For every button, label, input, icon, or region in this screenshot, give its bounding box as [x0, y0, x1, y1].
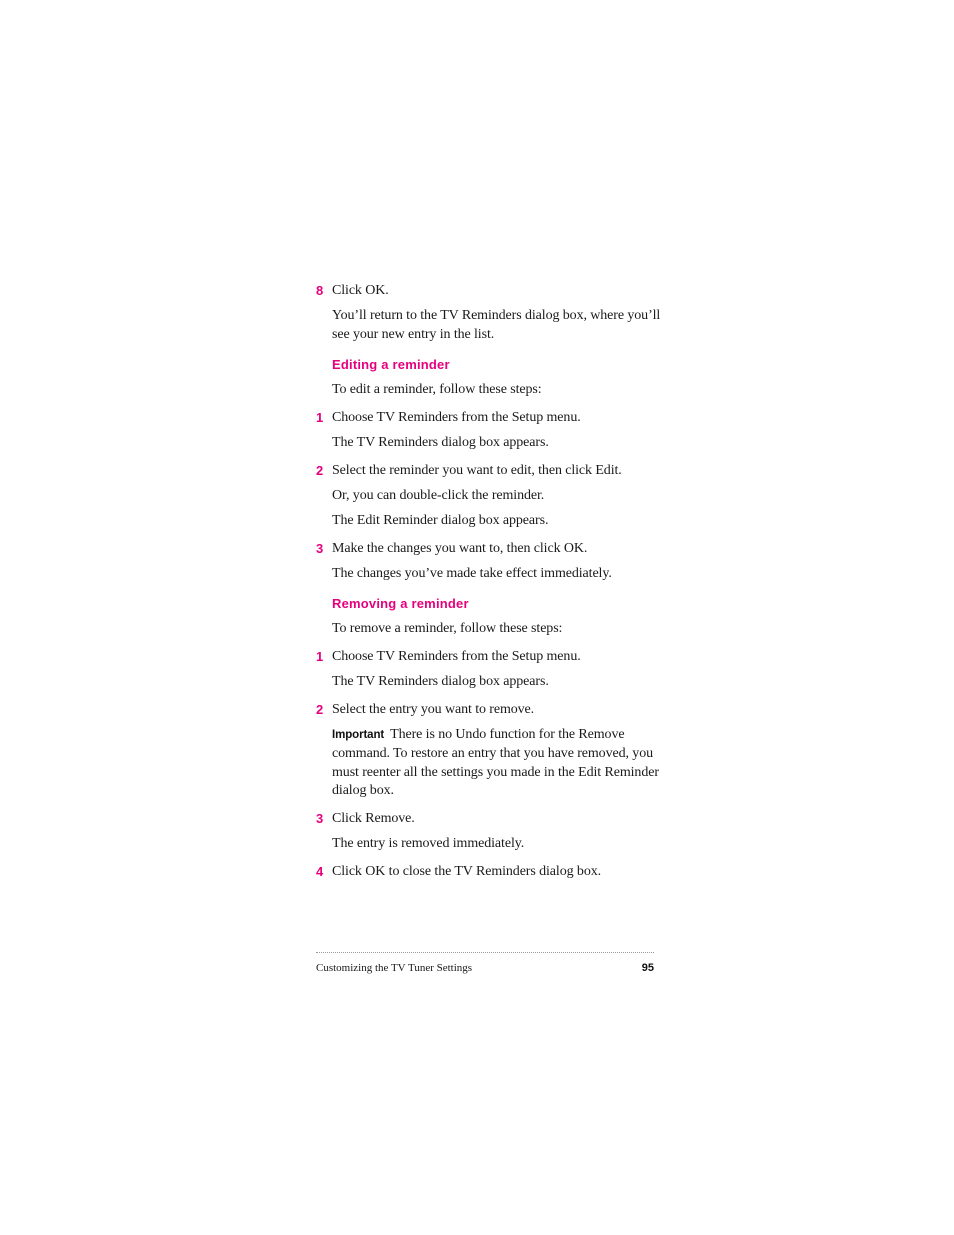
- step-result: The Edit Reminder dialog box appears.: [332, 513, 549, 528]
- step-text: Make the changes you want to, then click OK.: [332, 541, 588, 556]
- step-number: 1: [316, 649, 324, 664]
- step-text: Click OK to close the TV Reminders dialog box.: [332, 864, 602, 879]
- step-result: The TV Reminders dialog box appears.: [332, 674, 549, 689]
- step-text: Choose TV Reminders from the Setup menu.: [332, 410, 581, 425]
- footer-divider: [316, 952, 654, 953]
- step-text: Select the reminder you want to edit, then click Edit.: [332, 463, 622, 478]
- important-label: Important: [332, 729, 385, 741]
- step-number: 2: [316, 702, 324, 717]
- step-text: Click OK.: [332, 283, 389, 298]
- important-text: There is no Undo function for the Remove: [390, 727, 625, 742]
- step-text: Select the entry you want to remove.: [332, 702, 535, 717]
- important-text: must reenter all the settings you made in the Edit Reminder: [332, 765, 659, 780]
- step-number: 3: [316, 811, 324, 826]
- step-number: 2: [316, 463, 324, 478]
- section-intro: To edit a reminder, follow these steps:: [332, 382, 542, 397]
- step-result: The changes you’ve made take effect immediately.: [332, 566, 612, 581]
- step-number: 8: [316, 283, 324, 298]
- step-result: Or, you can double-click the reminder.: [332, 488, 545, 503]
- step-result: You’ll return to the TV Reminders dialog box, where you’ll: [332, 308, 661, 323]
- important-text: dialog box.: [332, 783, 394, 798]
- section-heading-removing: Removing a reminder: [332, 596, 469, 611]
- section-intro: To remove a reminder, follow these steps:: [332, 621, 563, 636]
- step-text: Choose TV Reminders from the Setup menu.: [332, 649, 581, 664]
- footer-chapter-title: Customizing the TV Tuner Settings: [316, 962, 473, 974]
- page-number: 95: [641, 962, 654, 974]
- step-text: Click Remove.: [332, 811, 415, 826]
- step-number: 4: [316, 864, 324, 879]
- step-number: 3: [316, 541, 324, 556]
- step-number: 1: [316, 410, 324, 425]
- step-result: see your new entry in the list.: [332, 327, 495, 342]
- important-note: [332, 725, 624, 745]
- important-text: command. To restore an entry that you have removed, you: [332, 746, 653, 761]
- step-result: The entry is removed immediately.: [332, 836, 525, 851]
- step-result: The TV Reminders dialog box appears.: [332, 435, 549, 450]
- section-heading-editing: Editing a reminder: [332, 357, 450, 372]
